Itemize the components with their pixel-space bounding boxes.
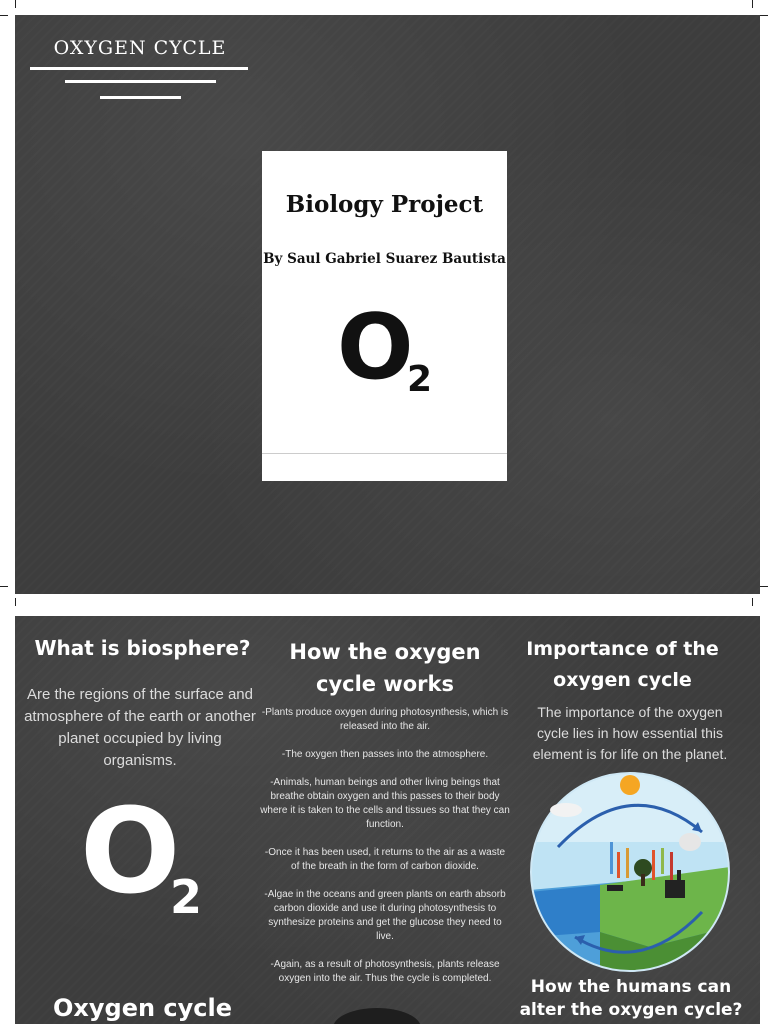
dark-shape xyxy=(333,1008,421,1024)
biosphere-text: Are the regions of the surface and atmosphere of the earth or another planet occupied by living organisms. xyxy=(24,686,256,769)
title-underline xyxy=(30,67,248,70)
crop-mark xyxy=(752,0,753,8)
slide-title: OXYGEN CYCLE xyxy=(53,37,227,59)
importance-heading: Importance of the oxygen cycle xyxy=(526,638,719,691)
title-slide xyxy=(15,15,760,594)
oxygen-cycle-diagram xyxy=(530,772,730,972)
info-slide xyxy=(15,616,760,1024)
crop-mark xyxy=(15,598,16,606)
title-underline xyxy=(100,96,181,99)
oxygen-cycle-heading: Oxygen cycle xyxy=(52,994,233,1022)
cycle-step: -The oxygen then passes into the atmosphere. xyxy=(281,749,489,760)
cloud-icon xyxy=(550,803,582,817)
how-cycle-works-heading: How the oxygen cycle works xyxy=(289,640,481,696)
title-underline xyxy=(65,80,216,83)
cycle-step: -Once it has been used, it returns to the air as a waste of the breath in the form of carbon dioxide. xyxy=(264,847,506,872)
crop-mark xyxy=(752,598,753,606)
cycle-step: -Plants produce oxygen during photosynthesis, which is released into the air. xyxy=(261,707,509,732)
card-author: By Saul Gabriel Suarez Bautista xyxy=(263,251,506,267)
factory-icon xyxy=(665,880,685,898)
o2-formula: O 2 xyxy=(337,295,433,400)
horse-icon xyxy=(607,885,623,891)
crop-mark xyxy=(15,0,16,8)
tree-icon xyxy=(679,833,701,851)
biosphere-heading: What is biosphere? xyxy=(34,636,251,660)
card-title: Biology Project xyxy=(285,191,484,218)
crop-mark xyxy=(0,15,8,16)
cycle-step: -Again, as a result of photosynthesis, plants release oxygen into the air. Thus the cycle is completed. xyxy=(270,959,500,984)
cycle-step: -Algae in the oceans and green plants on earth absorb carbon dioxide and use it during photosynthesis to synthesize proteins and get the glucose they need to live. xyxy=(264,889,506,942)
humans-alter-heading: How the humans can alter the oxygen cycle? xyxy=(519,977,743,1020)
cover-card xyxy=(262,151,507,481)
crop-mark xyxy=(760,586,768,587)
crop-mark xyxy=(0,586,8,587)
o2-formula-large: O 2 xyxy=(80,782,203,924)
sun-icon xyxy=(620,775,640,795)
card-divider xyxy=(262,453,507,454)
cycle-steps xyxy=(260,706,510,1000)
cycle-step: -Animals, human beings and other living beings that breathe obtain oxygen and this passes to their body where it is taken to the cells and tissues so that they can function. xyxy=(260,777,510,830)
importance-text: The importance of the oxygen cycle lies in how essential this element is for life on the planet. xyxy=(532,704,728,762)
crop-mark xyxy=(760,15,768,16)
